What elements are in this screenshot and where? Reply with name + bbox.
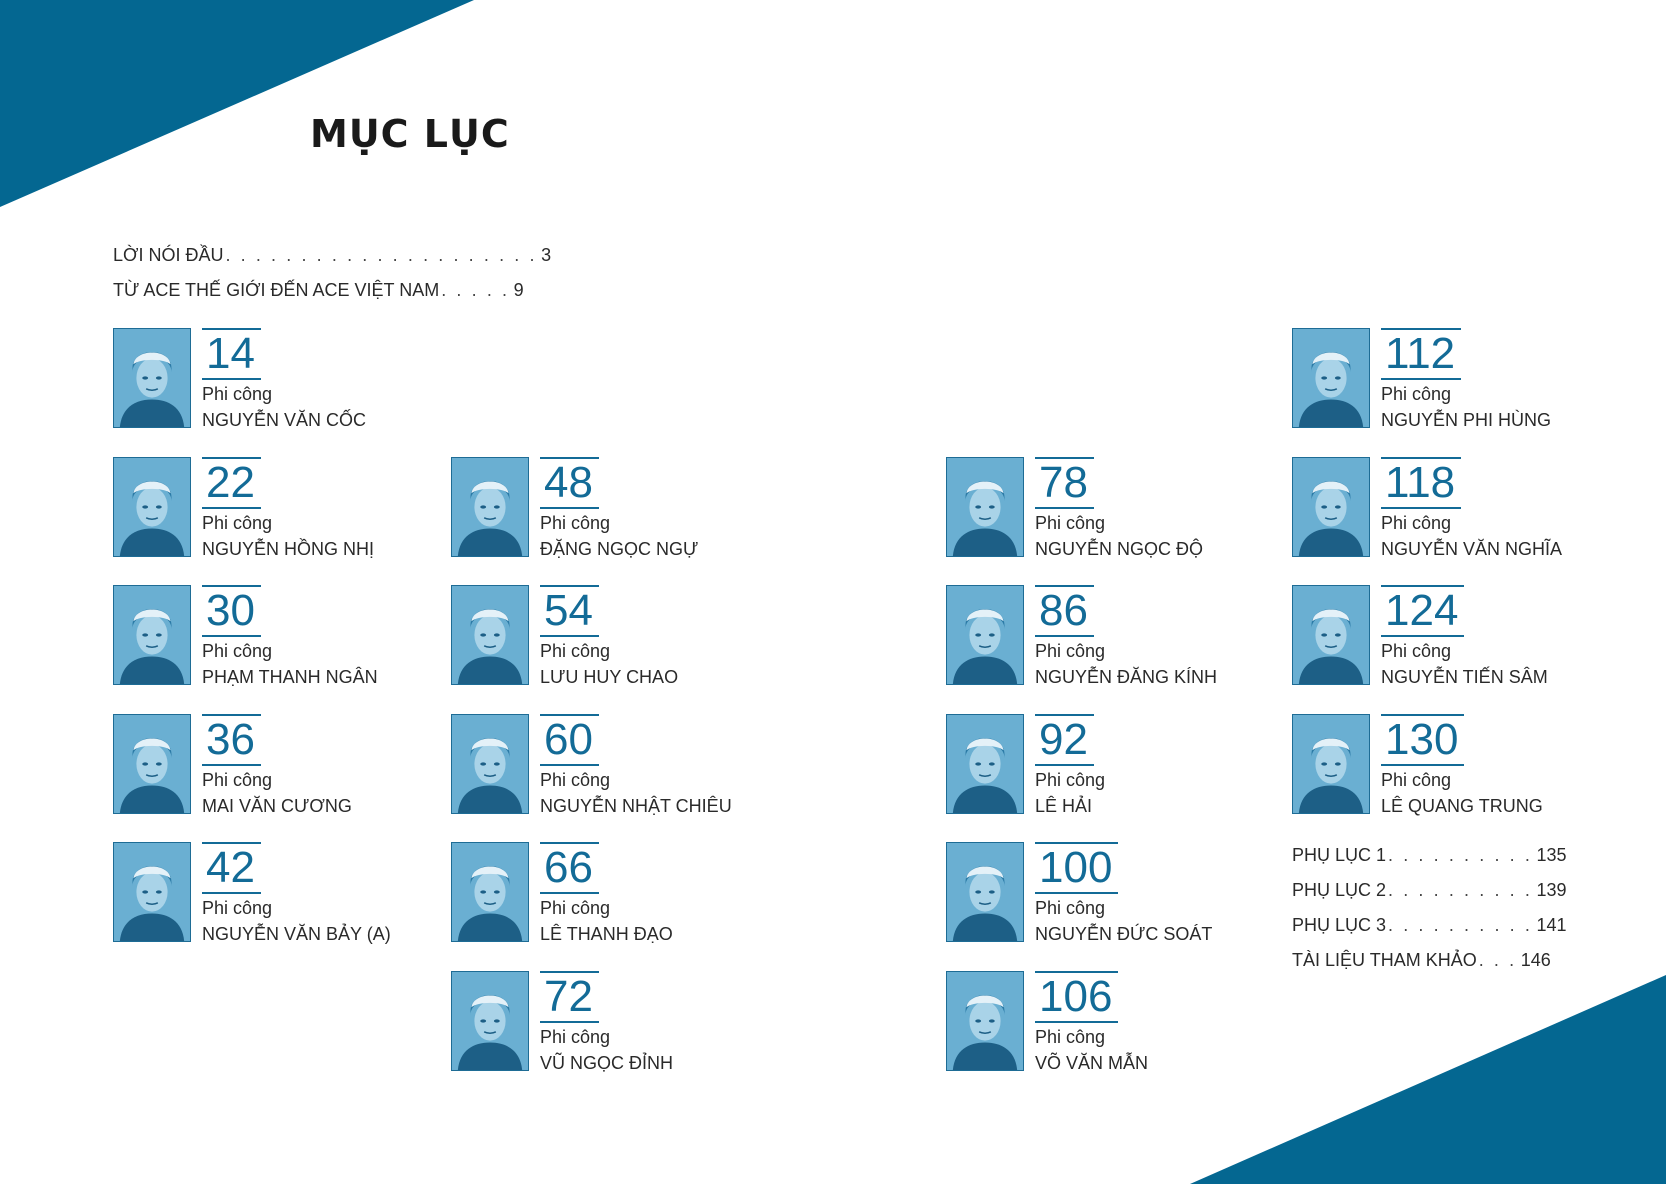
entry-pilot-name: NGUYỄN HỒNG NHỊ [202,539,375,559]
entry-pilot-name: VŨ NGỌC ĐỈNH [540,1053,674,1073]
entry-pilot-name: NGUYỄN PHI HÙNG [1381,410,1552,430]
entry-role: Phi công [202,898,273,918]
toc-leader-dots: . . . [1478,950,1517,970]
toc-leader-dots: . . . . . . . . . . . . . . . . . . . . . [225,245,538,265]
pilot-portrait-icon [113,842,191,942]
entry-role: Phi công [540,1027,611,1047]
entry-pilot-name: NGUYỄN ĐĂNG KÍNH [1035,667,1218,687]
pilot-portrait-icon [946,842,1024,942]
pilot-entry[interactable] [451,585,781,689]
entry-role: Phi công [1381,384,1452,404]
corner-triangle-top-left [0,0,480,210]
entry-role: Phi công [540,513,611,533]
pilot-entry[interactable] [1292,714,1622,818]
pilot-portrait-icon [946,714,1024,814]
pilot-portrait-icon [451,714,529,814]
toc-page-number: 141 [1536,915,1567,935]
entry-page-number: 92 [1035,714,1094,766]
entry-pilot-name: VÕ VĂN MẪN [1035,1053,1149,1073]
pilot-entry[interactable] [113,328,443,432]
toc-leader-dots: . . . . . . . . . . [1388,915,1533,935]
entry-page-number: 42 [202,842,261,894]
entry-role: Phi công [1035,513,1106,533]
toc-line-front[interactable] [113,245,551,266]
pilot-portrait-icon [1292,457,1370,557]
entry-page-number: 54 [540,585,599,637]
entry-role: Phi công [1381,513,1452,533]
pilot-entry[interactable] [946,585,1276,689]
entry-page-number: 30 [202,585,261,637]
entry-role: Phi công [540,770,611,790]
toc-leader-dots: . . . . . . . . . . [1388,845,1533,865]
toc-label: TỪ ACE THẾ GIỚI ĐẾN ACE VIỆT NAM [113,280,440,300]
entry-pilot-name: LƯU HUY CHAO [540,667,679,687]
entry-page-number: 86 [1035,585,1094,637]
entry-pilot-name: NGUYỄN ĐỨC SOÁT [1035,924,1213,944]
page-title: MỤC LỤC [310,112,510,156]
entry-role: Phi công [202,384,273,404]
pilot-entry[interactable] [113,842,443,946]
pilot-portrait-icon [451,971,529,1071]
entry-role: Phi công [202,770,273,790]
pilot-entry[interactable] [946,971,1276,1075]
entry-role: Phi công [202,513,273,533]
entry-pilot-name: ĐẶNG NGỌC NGỰ [540,539,699,559]
entry-role: Phi công [1035,770,1106,790]
entry-page-number: 100 [1035,842,1118,894]
entry-page-number: 14 [202,328,261,380]
pilot-entry[interactable] [1292,585,1622,689]
pilot-portrait-icon [1292,328,1370,428]
entry-pilot-name: NGUYỄN NGỌC ĐỘ [1035,539,1204,559]
pilot-entry[interactable] [946,842,1276,946]
toc-line-back[interactable] [1292,950,1551,971]
entry-page-number: 118 [1381,457,1461,509]
entry-page-number: 36 [202,714,261,766]
pilot-portrait-icon [946,971,1024,1071]
pilot-portrait-icon [113,585,191,685]
pilot-entry[interactable] [451,842,781,946]
entry-role: Phi công [540,641,611,661]
entry-pilot-name: NGUYỄN VĂN NGHĨA [1381,539,1563,559]
pilot-portrait-icon [946,457,1024,557]
toc-page-number: 9 [513,280,524,300]
entry-pilot-name: MAI VĂN CƯƠNG [202,796,352,816]
pilot-entry[interactable] [1292,457,1622,561]
toc-label: TÀI LIỆU THAM KHẢO [1292,950,1477,970]
entry-pilot-name: LÊ THANH ĐẠO [540,924,673,944]
entry-pilot-name: NGUYỄN NHẬT CHIÊU [540,796,732,816]
entry-page-number: 60 [540,714,599,766]
entry-page-number: 112 [1381,328,1461,380]
pilot-portrait-icon [451,585,529,685]
entry-page-number: 106 [1035,971,1118,1023]
toc-page-number: 135 [1536,845,1567,865]
entry-pilot-name: NGUYỄN VĂN CỐC [202,410,367,430]
toc-label: PHỤ LỤC 1 [1292,845,1387,865]
entry-page-number: 66 [540,842,599,894]
entry-page-number: 72 [540,971,599,1023]
pilot-entry[interactable] [946,714,1276,818]
pilot-portrait-icon [113,457,191,557]
toc-page-number: 3 [541,245,552,265]
pilot-entry[interactable] [451,714,781,818]
entry-role: Phi công [1381,641,1452,661]
toc-line-back[interactable] [1292,915,1567,936]
pilot-portrait-icon [113,714,191,814]
pilot-portrait-icon [451,457,529,557]
entry-role: Phi công [1381,770,1452,790]
entry-page-number: 48 [540,457,599,509]
pilot-entry[interactable] [113,585,443,689]
toc-page-number: 139 [1536,880,1567,900]
toc-label: PHỤ LỤC 3 [1292,915,1387,935]
pilot-portrait-icon [1292,714,1370,814]
toc-label: LỜI NÓI ĐẦU [113,245,224,265]
toc-line-front[interactable] [113,280,524,301]
pilot-entry[interactable] [113,714,443,818]
entry-role: Phi công [1035,898,1106,918]
toc-line-back[interactable] [1292,845,1567,866]
entry-page-number: 78 [1035,457,1094,509]
toc-line-back[interactable] [1292,880,1567,901]
entry-pilot-name: NGUYỄN TIẾN SÂM [1381,667,1548,687]
toc-page-number: 146 [1520,950,1551,970]
pilot-portrait-icon [451,842,529,942]
entry-page-number: 124 [1381,585,1464,637]
pilot-entry[interactable] [113,457,443,561]
entry-pilot-name: PHẠM THANH NGÂN [202,667,378,687]
pilot-portrait-icon [946,585,1024,685]
pilot-portrait-icon [113,328,191,428]
entry-pilot-name: LÊ HẢI [1035,796,1093,816]
entry-page-number: 22 [202,457,261,509]
entry-pilot-name: LÊ QUANG TRUNG [1381,796,1543,816]
pilot-entry[interactable] [451,971,781,1075]
toc-leader-dots: . . . . . . . . . . [1388,880,1533,900]
entry-pilot-name: NGUYỄN VĂN BẢY (A) [202,924,391,944]
pilot-portrait-icon [1292,585,1370,685]
pilot-entry[interactable] [451,457,781,561]
toc-leader-dots: . . . . . [441,280,510,300]
toc-label: PHỤ LỤC 2 [1292,880,1387,900]
entry-role: Phi công [1035,1027,1106,1047]
entry-role: Phi công [202,641,273,661]
pilot-entry[interactable] [946,457,1276,561]
entry-role: Phi công [540,898,611,918]
entry-page-number: 130 [1381,714,1464,766]
pilot-entry[interactable] [1292,328,1622,432]
entry-role: Phi công [1035,641,1106,661]
